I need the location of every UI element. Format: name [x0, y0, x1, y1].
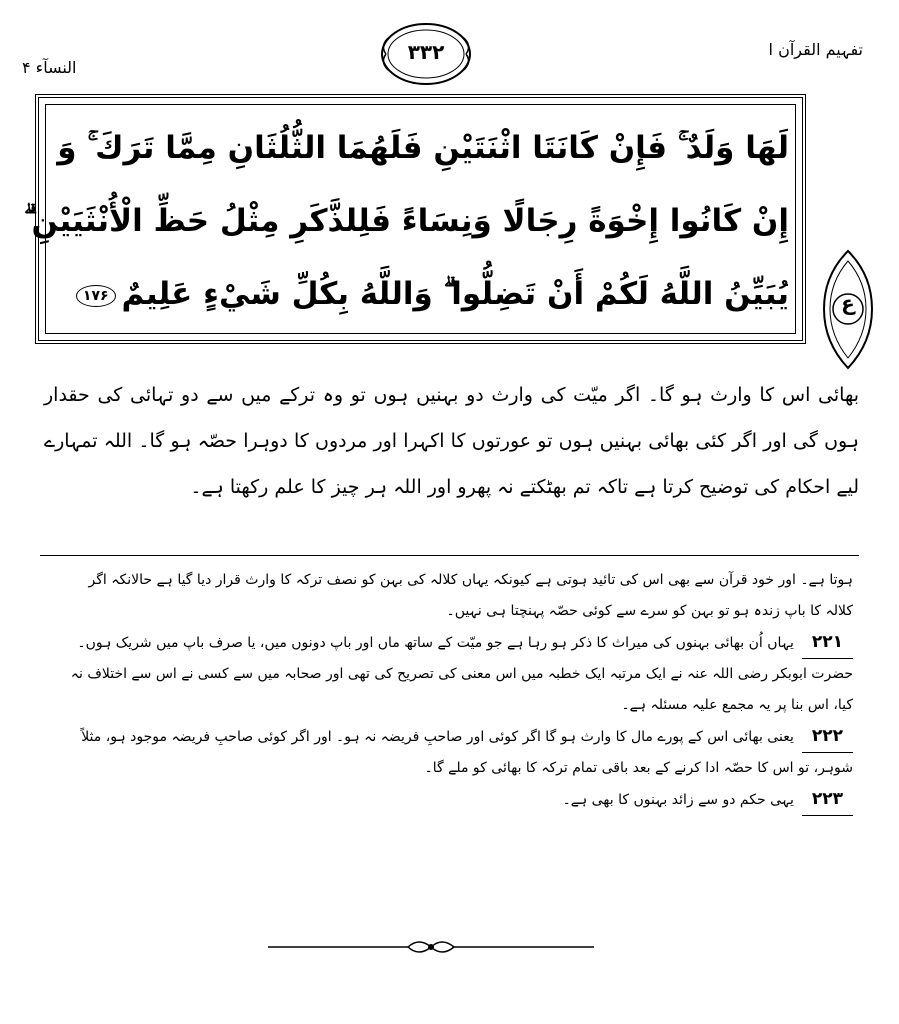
verse-line: إِنْ كَانُوا إِخْوَةً رِجَالًا وَنِسَاءً فَلِلذَّكَرِ مِثْلُ حَظِّ الْأُنْثَيَيْنِ ۗ — [23, 203, 789, 239]
verse-line: لَهَا وَلَدٌ ۚ فَإِنْ كَانَتَا اثْنَتَيْنِ فَلَهُمَا الثُّلُثَانِ مِمَّا تَرَكَ ۚ وَ — [57, 130, 789, 166]
footnote-intro: ہوتا ہے۔ اور خود قرآن سے بھی اس کی تائید ہوتی ہے کیونکہ یہاں کلالہ کی بہن کو نصف ترکہ کا وارث قرار دیا گیا ہے حالانکہ اگر کلالہ کا باپ زندہ ہو تو بہن کو سرے سے کوئی حصّہ پہنچتا ہی نہیں۔ — [88, 572, 853, 619]
ayah-number: ۱۷۶ — [76, 285, 116, 307]
footnote — [62, 721, 853, 784]
footnote-number: ۲۲۳ — [802, 784, 853, 816]
footnote-number: ۲۲۱ — [802, 627, 853, 659]
page-number: ۳۳۲ — [407, 40, 445, 64]
footnote — [62, 627, 853, 721]
footer-ornament-icon — [268, 935, 594, 959]
footnote-number: ۲۲۲ — [802, 721, 853, 753]
ruku-mark: ع — [841, 291, 855, 315]
footnote-divider — [40, 555, 859, 556]
footnote-text: یہی حکم دو سے زائد بہنوں کا بھی ہے۔ — [562, 792, 794, 808]
verse-line-text: يُبَيِّنُ اللَّهُ لَكُمْ أَنْ تَضِلُّوا ۗ وَاللَّهُ بِكُلِّ شَيْءٍ عَلِيمٌ — [121, 276, 789, 312]
footnote — [62, 784, 853, 816]
verse-line — [54, 258, 789, 331]
urdu-translation: بھائی اس کا وارث ہو گا۔ اگر میّت کی وارث دو بہنیں ہوں تو وہ ترکے میں سے دو تہائی کی حقدار ہوں گی اور اگر کئی بھائی بہنیں ہوں تو عورتوں کا اکہرا اور مردوں کا دوہرا حصّہ ہو گا۔ اللہ تمہارے لیے احکام کی توضیح کرتا ہے تاکہ تم بھٹکتے نہ پھرو اور اللہ ہر چیز کا علم رکھتا ہے۔ — [44, 384, 859, 498]
footnote-text: یہاں اُن بھائی بہنوں کی میراث کا ذکر ہو رہا ہے جو میّت کے ساتھ ماں اور باپ دونوں میں، یا صرف باپ میں شریک ہوں۔ حضرت ابوبکر رضی اللہ عنہ نے ایک مرتبہ ایک خطبہ میں اس معنی کی تصریح کی تھی اور صحابہ میں سے کسی نے اس سے اختلاف نہ کیا، اس بنا پر یہ مجمع علیہ مسئلہ ہے۔ — [70, 635, 853, 713]
quran-verse — [23, 112, 789, 331]
book-title: تفہیم القرآن ا — [768, 40, 863, 59]
page-number-ornament — [378, 18, 474, 90]
surah-name: النسآء ۴ — [22, 58, 77, 77]
footnote-text: یعنی بھائی اس کے پورے مال کا وارث ہو گا اگر کوئی اور صاحبِ فریضہ نہ ہو۔ اور اگر کوئی صاحبِ فریضہ موجود ہو، مثلاً شوہر، تو اس کا حصّہ ادا کرنے کے بعد باقی تمام ترکہ کا بھائی کو ملے گا۔ — [81, 729, 853, 776]
ruku-medallion — [820, 247, 876, 372]
footnotes — [62, 565, 853, 816]
